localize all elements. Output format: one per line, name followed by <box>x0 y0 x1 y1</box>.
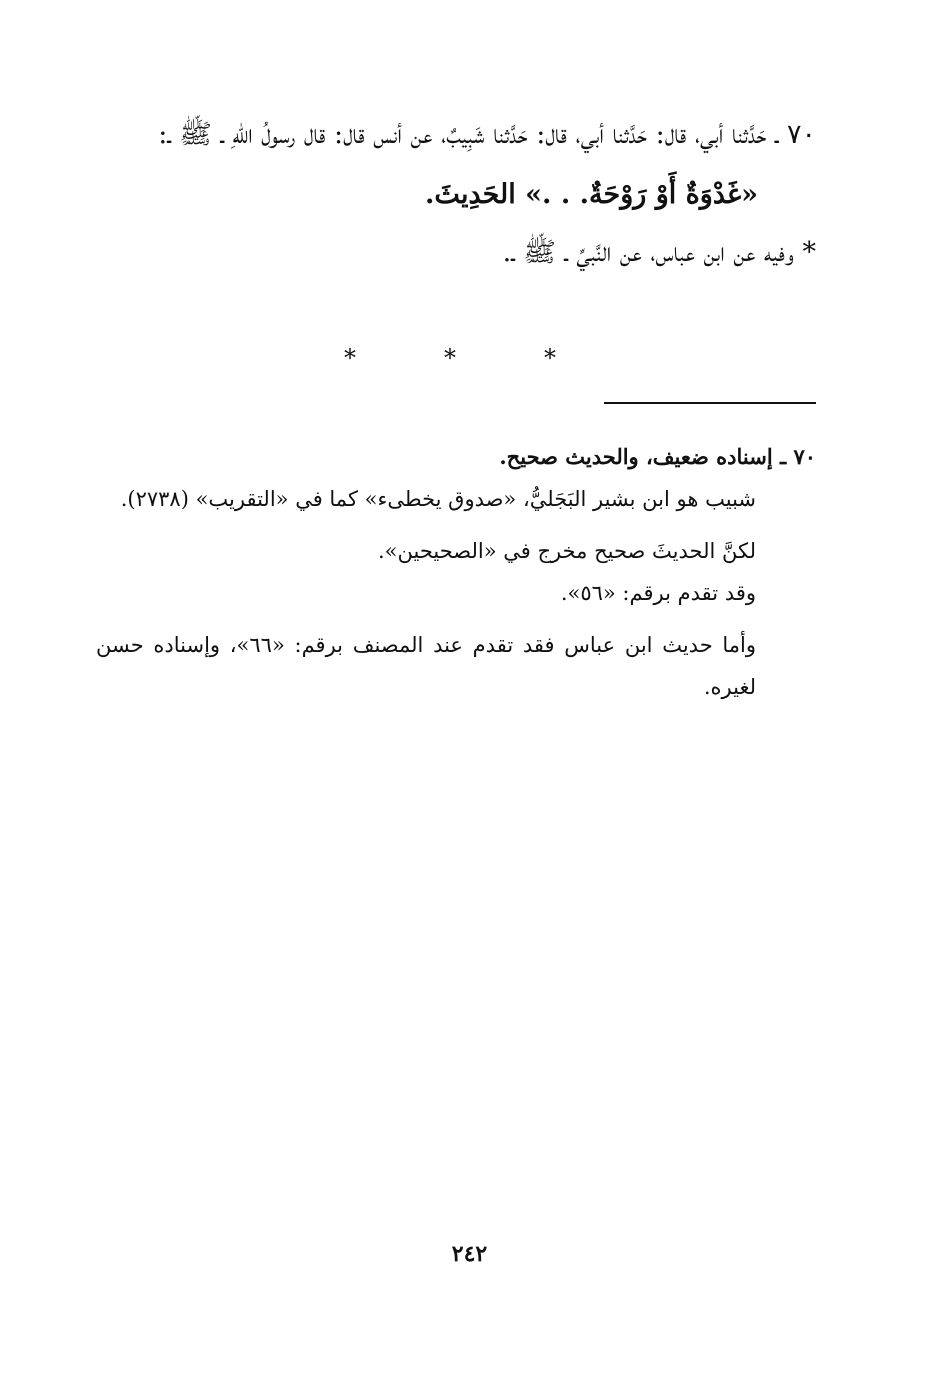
star-ornament: * <box>444 344 456 372</box>
footnote-previous: وقد تقدم برقم: «٥٦». <box>560 581 756 605</box>
footnote-narrator: شبيب هو ابن بشير البَجَليُّ، «صدوق يخطىء» كما في «التقريب» (٢٧٣٨). <box>120 487 756 511</box>
section-divider-stars <box>330 338 570 378</box>
page-number: ٢٤٢ <box>451 1241 488 1267</box>
footnote-heading: ٧٠ ـ إسناده ضعيف، والحديث صحيح. <box>499 444 816 469</box>
star-ornament: * <box>544 344 556 372</box>
star-ornament: * <box>344 344 356 372</box>
hadith-text <box>92 108 816 280</box>
footnote-ibn-abbas: وأما حديث ابن عباس فقد تقدم عند المصنف برقم: «٦٦»، وإسناده حسن لغيره. <box>96 633 756 699</box>
hadith-quote: «غَدْوَةٌ أَوْ رَوْحَةٌ. . .» الحَدِيثَ. <box>425 179 758 210</box>
hadith-narration: ٧٠ ـ حَدَّثنا أبي، قال: حَدَّثنا أبي، قال: حَدَّثنا شَبِيبٌ، عن أنس قال: قال رسولُ اللهِ ـ ﷺ ـ: <box>158 119 816 150</box>
related-narration: * وفيه عن ابن عباس، عن النَّبيِّ ـ ﷺ ـ. <box>502 237 816 268</box>
footnote-sahih: لكنَّ الحديثَ صحيح مخرج في «الصحيحين». <box>378 539 756 563</box>
footnotes <box>96 436 816 708</box>
footnote-separator <box>604 402 816 404</box>
